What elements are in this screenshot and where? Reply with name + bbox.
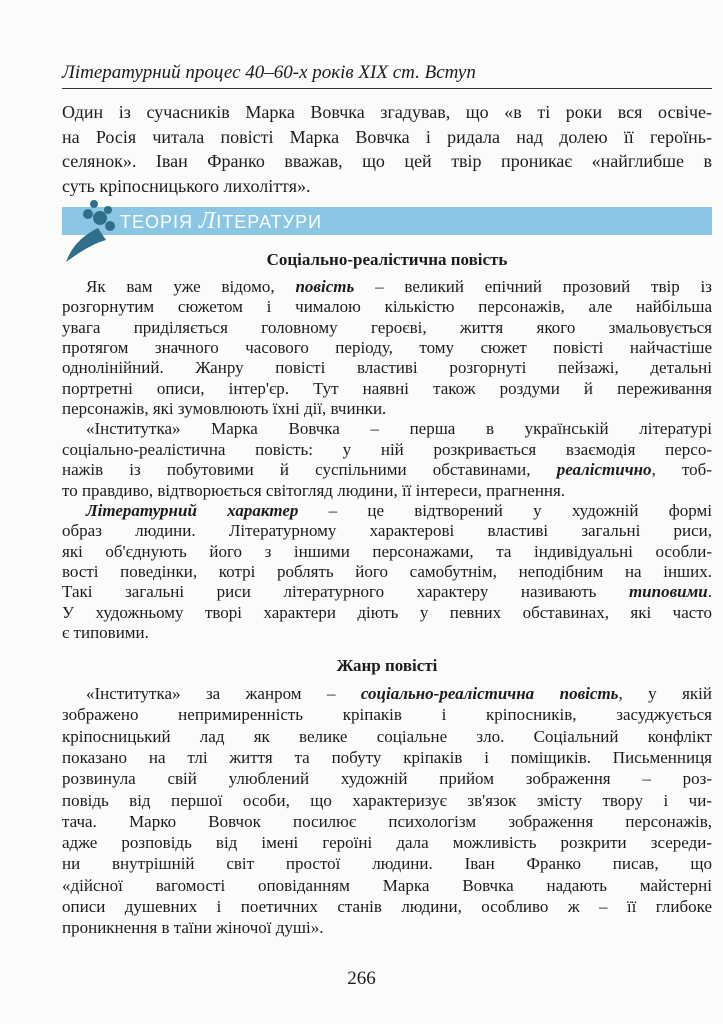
- text-line: [62, 440, 712, 460]
- text-run: нажів із побутовими й суспільними обставинами,: [62, 460, 557, 480]
- text-run: є типовими.: [62, 622, 149, 642]
- text-run: показано на тлі життя та побуту кріпаків і поміщиків. Письменниця: [62, 747, 712, 767]
- text-line: [62, 101, 712, 123]
- text-run: вості поведінки, котрі роблять його самобутнім, неподібним на інших.: [62, 561, 712, 581]
- text-run: – це відтворений у художній формі: [298, 500, 712, 520]
- text-line: [62, 318, 712, 338]
- text-run: «Інститутка» за жанром –: [86, 684, 361, 703]
- text-line: [62, 854, 712, 874]
- text-line: [62, 379, 712, 399]
- text-line: [62, 876, 712, 896]
- term-emphasis: соціально-реалістична повість: [360, 684, 619, 703]
- text-line: [62, 175, 712, 197]
- text-run: повідь від першої особи, що характеризує зв'язок змісту твору і чи-: [62, 790, 712, 810]
- text-line: [62, 791, 712, 811]
- text-run: селянок». Іван Франко вважав, що цей твір проникає «найглибше в: [62, 151, 712, 171]
- text-run: соціально-реалістична повість: у ній розкривається взаємодія персо-: [62, 439, 712, 459]
- text-run: .: [707, 582, 712, 602]
- text-line: [62, 297, 712, 317]
- text-line: [62, 460, 712, 480]
- banner-initial: Л: [199, 208, 217, 234]
- banner-word-1: ТЕОРІЯ: [120, 212, 200, 232]
- page-number: 266: [347, 968, 376, 989]
- text-line: [62, 542, 712, 562]
- text-run: проникнення в таїни жіночої душі».: [62, 918, 324, 938]
- text-line: [86, 684, 712, 704]
- text-line: [62, 562, 712, 582]
- text-line: [62, 126, 712, 148]
- text-run: образ людини. Літературному характерові властиві загальні риси,: [62, 521, 712, 541]
- text-run: Такі загальні риси літературного характеру називають: [62, 582, 629, 602]
- running-head: Літературний процес 40–60-х років XIX ст. Вступ: [62, 62, 476, 83]
- text-run: Один із сучасників Марка Вовчка згадував, що «в ті роки вся освіче-: [62, 102, 712, 122]
- text-run: суть кріпосницького лихоліття».: [62, 175, 311, 196]
- text-run: , тоб-: [651, 460, 712, 480]
- section-heading: Соціально-реалістична повість: [266, 250, 508, 269]
- text-line: [62, 582, 712, 602]
- section-heading: Жанр повісті: [336, 656, 438, 675]
- text-line: [62, 812, 712, 832]
- text-line: [62, 399, 712, 419]
- text-run: «дійсної вагомості оповіданням Марка Вовчка надають майстерні: [62, 875, 712, 895]
- text-line: [62, 833, 712, 853]
- text-line: [62, 521, 712, 541]
- term-emphasis: реалістично: [556, 460, 652, 480]
- text-line: [86, 277, 712, 297]
- text-run: розгорнутим сюжетом і чималою кількістю персонажів, але найбільша: [62, 297, 712, 317]
- term-emphasis: Літературний характер: [86, 500, 299, 520]
- term-emphasis: типовими: [628, 582, 708, 602]
- text-run: описи душевних і поетичних станів людини, особливо ж – її глибоке: [62, 897, 712, 916]
- text-line: [62, 623, 712, 643]
- text-run: протягом значного часового періоду, тому сюжет повісті найчастіше: [62, 338, 712, 358]
- text-line: [62, 481, 712, 501]
- text-run: Як вам уже відомо,: [86, 277, 296, 296]
- text-run: розвинула свій улюблений художній прийом зображення – роз-: [62, 769, 712, 789]
- text-run: ни внутрішній світ простої людини. Іван Франко писав, що: [62, 854, 712, 874]
- text-run: – великий епічний прозовий твір із: [354, 277, 712, 296]
- text-line: [86, 501, 712, 521]
- text-run: однолінійний. Жанру повісті властиві розгорнуті пейзажі, детальні: [62, 358, 712, 378]
- text-line: [62, 150, 712, 172]
- text-run: тача. Марко Вовчок посилює психологізм зображення персонажів,: [62, 811, 712, 831]
- text-line: [62, 897, 712, 917]
- text-line: [62, 918, 712, 938]
- text-line: [62, 748, 712, 768]
- text-run: , у якій: [618, 684, 712, 703]
- text-run: зображено непримиренність кріпаків і кріпосників, засуджується: [62, 705, 712, 725]
- text-line: [62, 705, 712, 725]
- text-line: [62, 603, 712, 623]
- text-line: [62, 769, 712, 789]
- text-line: [62, 727, 712, 747]
- text-run: У художньому творі характери діють у певних обставинах, які часто: [62, 602, 712, 622]
- text-run: портретні описи, інтер'єр. Тут наявні також роздуми й переживання: [62, 378, 712, 398]
- header-rule: [62, 88, 712, 89]
- text-run: персонажів, які зумовлюють їхні дії, вчинки.: [62, 399, 387, 419]
- text-line: [62, 358, 712, 378]
- text-run: то правдиво, відтворюється світогляд людини, її інтереси, прагнення.: [62, 480, 566, 500]
- text-run: на Росія читала повісті Марка Вовчка і ридала над долею її героїнь-: [62, 126, 712, 147]
- text-line: [86, 419, 712, 439]
- text-run: увага приділяється головному героєві, життя якого змальовується: [62, 317, 712, 337]
- text-line: [62, 338, 712, 358]
- text-run: які об'єднують його з іншими персонажами, та індивідуальні особли-: [62, 541, 712, 561]
- term-emphasis: повість: [295, 277, 355, 296]
- banner-word-2: ІТЕРАТУРИ: [216, 212, 323, 232]
- theory-banner-title: [120, 207, 322, 236]
- text-run: «Інститутка» Марка Вовчка – перша в українській літературі: [86, 419, 712, 439]
- text-run: кріпосницький лад як велике соціальне зло. Соціальний конфлікт: [62, 726, 712, 746]
- text-run: адже розповідь від імені героїні дала можливість розкрити зсереди-: [62, 833, 712, 853]
